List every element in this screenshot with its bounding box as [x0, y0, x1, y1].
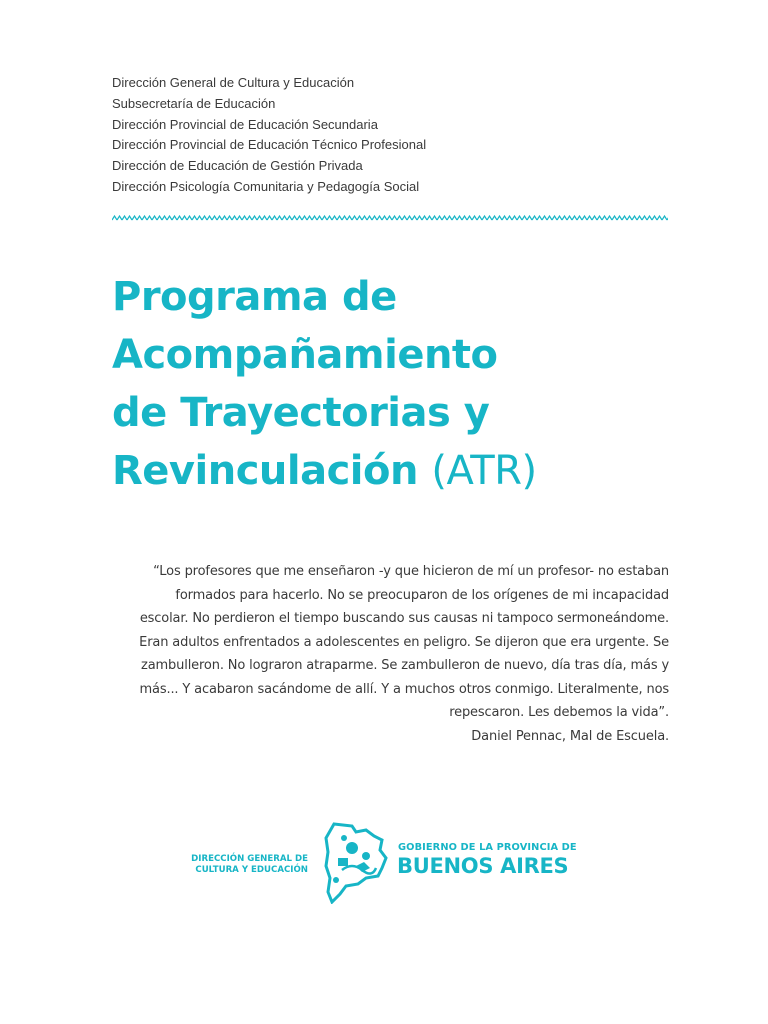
- title-line-2: Acompañamiento: [112, 332, 498, 378]
- dgce-logo-text: [191, 854, 308, 876]
- institution-line: Dirección Psicología Comunitaria y Pedagogía Social: [112, 178, 420, 194]
- quote-line: Eran adultos enfrentados a adolescentes en peligro. Se dijeron que era urgente. Se: [139, 634, 669, 650]
- gob-title: BUENOS AIRES: [397, 854, 569, 878]
- page-title: [112, 268, 537, 500]
- quote-line: más... Y acabaron sacándome de allí. Y a muchos otros conmigo. Literalmente, nos: [139, 681, 669, 697]
- institution-line: Dirección de Educación de Gestión Privada: [112, 158, 363, 174]
- institution-line: Dirección General de Cultura y Educación: [112, 75, 355, 90]
- quote-line: formados para hacerlo. No se preocuparon de los orígenes de mi incapacidad: [175, 587, 669, 603]
- institution-line: Dirección Provincial de Educación Secundaria: [112, 116, 378, 132]
- province-map-seal-icon: [322, 822, 388, 904]
- title-acronym: (ATR): [431, 448, 537, 494]
- footer-logos: [0, 820, 768, 910]
- title-line-4: [112, 442, 537, 500]
- title-line-3: de Trayectorias y: [112, 390, 490, 436]
- quote-line: “Los profesores que me enseñaron -y que hicieron de mí un profesor- no estaban: [153, 564, 669, 579]
- epigraph-quote: [112, 560, 669, 748]
- dgce-line-1: DIRECCIÓN GENERAL DE: [191, 854, 308, 864]
- institution-list: [112, 73, 426, 198]
- institution-line: Dirección Provincial de Educación Técnico Profesional: [112, 137, 427, 153]
- quote-attribution: Daniel Pennac, Mal de Escuela.: [471, 728, 669, 744]
- quote-line: repescaron. Les debemos la vida”.: [449, 705, 669, 720]
- institution-line: Subsecretaría de Educación: [112, 95, 276, 111]
- gob-subtitle: GOBIERNO DE LA PROVINCIA DE: [398, 842, 577, 853]
- zigzag-divider: [112, 214, 668, 222]
- quote-line: zambulleron. No lograron atraparme. Se zambulleron de nuevo, día tras día, más y: [141, 658, 669, 673]
- dgce-line-2: CULTURA Y EDUCACIÓN: [195, 865, 308, 875]
- quote-line: escolar. No perdieron el tiempo buscando sus causas ni tampoco sermoneándome.: [139, 611, 669, 626]
- title-bold-word: Revinculación: [112, 448, 418, 494]
- title-line-1: Programa de: [112, 274, 397, 320]
